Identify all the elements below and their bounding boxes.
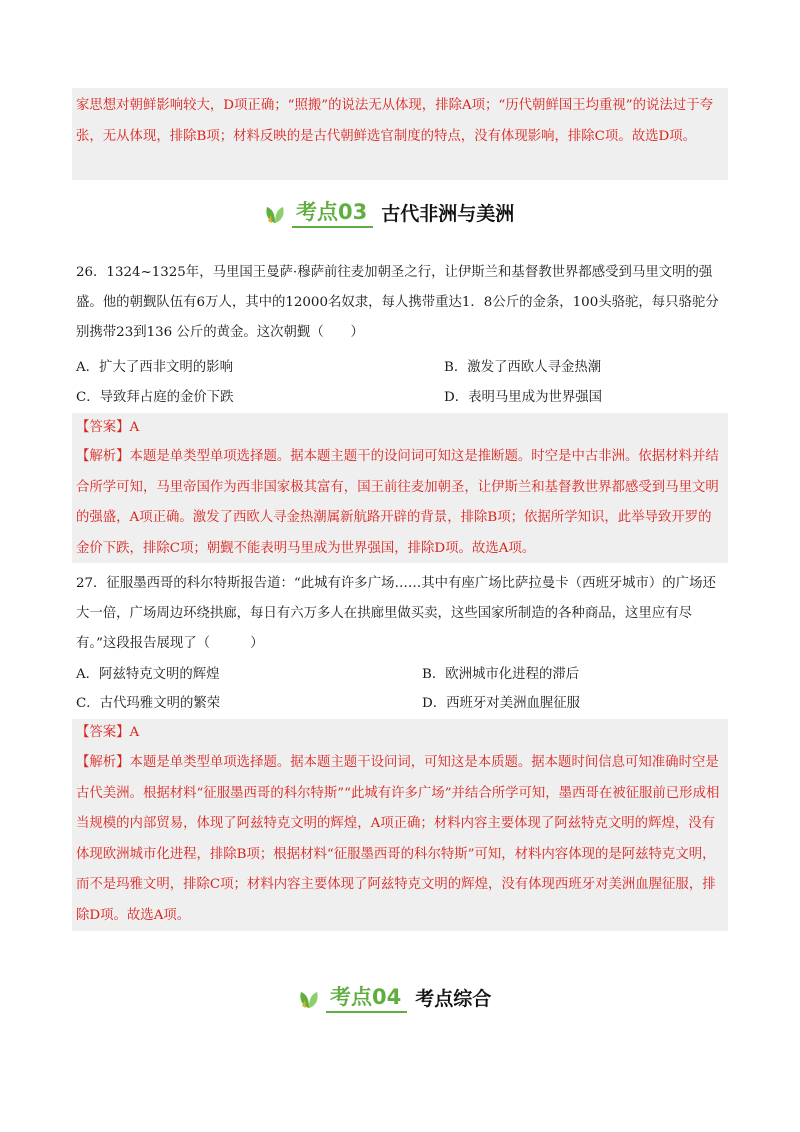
section-03-title: 古代非洲与美洲 [381,202,515,225]
q26-stem: 26．1324~1325年，马里国王曼萨·穆萨前往麦加朝圣之行，让伊斯兰和基督教世界都感受到马里文明的强盛。他的朝觐队伍有6万人，其中的12000名奴隶，每人携带重达1．8公斤的金条，100头骆驼，每只骆驼分别携带23到136 公斤的黄金。这次朝觐（ ） [76,265,719,340]
section-04-badge: 考点04 [326,984,407,1013]
section-03-header [262,199,514,228]
q26-option-c: C．导致拜占庭的金价下跌 [76,390,234,405]
top-explanation-text: 家思想对朝鲜影响较大，D项正确；“照搬”的说法无从体现，排除A项；“历代朝鲜国王均重视”的说法过于夸张，无从体现，排除B项；材料反映的是古代朝鲜选官制度的特点，没有体现影响，排除C项。故选D项。 [76,98,713,144]
q27-option-d: D．西班牙对美洲血腥征服 [422,696,581,711]
q26-option-d: D．表明马里成为世界强国 [444,390,603,405]
q27-option-c: C．古代玛雅文明的繁荣 [76,696,221,711]
q27-analysis: 【解析】本题是单类型单项选择题。据本题主题干设问词，可知这是本质题。据本题时间信息可知准确时空是古代美洲。根据材料“征服墨西哥的科尔特斯”“此城有许多广场”并结合所学可知，墨西哥在被征服前已形成相当规模的内部贸易，体现了阿兹特克文明的辉煌，A项正确；材料内容主要体现了阿兹特克文明的辉煌，没有体现欧洲城市化进程，排除B项；根据材料“征服墨西哥的科尔特斯”可知，材料内容体现的是阿兹特克文明，而不是玛雅文明，排除C项；材料内容主要体现了阿兹特克文明的辉煌，没有体现西班牙对美洲血腥征服，排除D项。故选A项。 [76,755,720,923]
leaf-badge-icon [296,986,322,1012]
q26-option-a: A．扩大了西非文明的影响 [76,360,233,375]
q26-answer: 【答案】A [76,420,140,435]
section-04-header [296,984,491,1013]
leaf-badge-icon [262,201,288,227]
section-04-title: 考点综合 [415,987,492,1010]
q27-option-b: B．欧洲城市化进程的滞后 [422,667,580,682]
q27-stem: 27．征服墨西哥的科尔特斯报告道：“此城有许多广场……其中有座广场比萨拉曼卡（西班牙城市）的广场还大一倍，广场周边环绕拱廊，每日有六万多人在拱廊里做买卖，这些国家所制造的各种商品，这里应有尽有。”这段报告展现了（ ） [76,576,716,651]
q27-option-a: A．阿兹特克文明的辉煌 [76,667,220,682]
q26-analysis: 【解析】本题是单类型单项选择题。据本题主题干的设问词可知这是推断题。时空是中古非洲。依据材料并结合所学可知，马里帝国作为西非国家极其富有，国王前往麦加朝圣，让伊斯兰和基督教世界都感受到马里文明的强盛，A项正确。激发了西欧人寻金热潮属新航路开辟的背景，排除B项；依据所学知识，此举导致开罗的金价下跌，排除C项；朝觐不能表明马里成为世界强国，排除D项。故选A项。 [76,449,719,556]
q26-option-b: B．激发了西欧人寻金热潮 [444,360,602,375]
q27-answer: 【答案】A [76,725,140,740]
section-03-badge: 考点03 [292,199,373,228]
